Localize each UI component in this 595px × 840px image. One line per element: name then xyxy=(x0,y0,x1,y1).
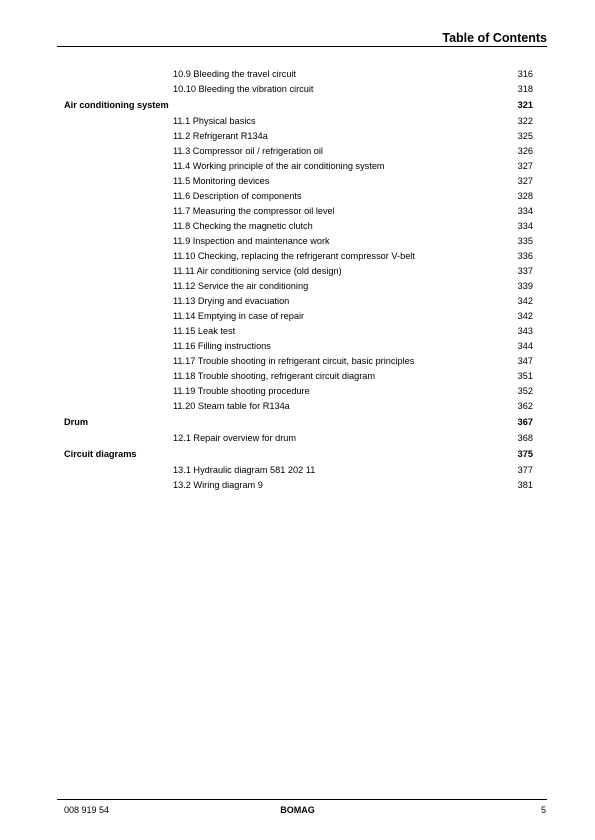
toc-entry-page: 328 xyxy=(517,191,533,201)
toc-entry-page: 316 xyxy=(517,69,533,79)
toc-entry-title: 11.16 Filling instructions xyxy=(173,341,271,351)
toc-section-entry[interactable] xyxy=(64,204,533,219)
toc-entry-page: 342 xyxy=(517,296,533,306)
brand-name: BOMAG xyxy=(280,805,315,815)
toc-entry-title: 11.15 Leak test xyxy=(173,326,236,336)
toc-entry-page: 327 xyxy=(517,161,533,171)
toc-section-entry[interactable] xyxy=(64,264,533,279)
toc-entry-title: 13.2 Wiring diagram 9 xyxy=(173,480,263,490)
toc-entry-title: 11.19 Trouble shooting procedure xyxy=(173,386,310,396)
toc-entry-page: 337 xyxy=(517,266,533,276)
toc-section-entry[interactable] xyxy=(64,144,533,159)
toc-section-entry[interactable] xyxy=(64,82,533,97)
toc-section-entry[interactable] xyxy=(64,234,533,249)
toc-section-entry[interactable] xyxy=(64,114,533,129)
toc-entry-title: 11.20 Steam table for R134a xyxy=(173,401,290,411)
toc-chapter-entry[interactable] xyxy=(64,414,533,431)
toc-section-entry[interactable] xyxy=(64,67,533,82)
toc-entry-page: 335 xyxy=(517,236,533,246)
toc-section-entry[interactable] xyxy=(64,249,533,264)
toc-entry-title: 11.4 Working principle of the air conditioning system xyxy=(173,161,385,171)
toc-entry-page: 351 xyxy=(517,371,533,381)
page-header-title: Table of Contents xyxy=(442,31,547,45)
toc-entry-page: 336 xyxy=(517,251,533,261)
toc-entry-page: 352 xyxy=(517,386,533,396)
toc-section-entry[interactable] xyxy=(64,294,533,309)
toc-entry-page: 377 xyxy=(517,465,533,475)
toc-entry-title: 11.2 Refrigerant R134a xyxy=(173,131,268,141)
toc-section-entry[interactable] xyxy=(64,309,533,324)
toc-entry-page: 339 xyxy=(517,281,533,291)
toc-section-entry[interactable] xyxy=(64,384,533,399)
toc-entry-title: 11.8 Checking the magnetic clutch xyxy=(173,221,313,231)
toc-entry-title: 10.10 Bleeding the vibration circuit xyxy=(173,84,314,94)
toc-entry-title: Drum xyxy=(64,417,88,427)
toc-section-entry[interactable] xyxy=(64,159,533,174)
toc-entry-page: 344 xyxy=(517,341,533,351)
toc-entry-title: 11.1 Physical basics xyxy=(173,116,256,126)
toc-entry-title: Circuit diagrams xyxy=(64,449,137,459)
document-number: 008 919 54 xyxy=(64,805,110,815)
toc-entry-page: 362 xyxy=(517,401,533,411)
toc-section-entry[interactable] xyxy=(64,399,533,414)
toc-entry-page: 375 xyxy=(517,449,533,459)
toc-entry-page: 368 xyxy=(517,433,533,443)
toc-entry-page: 327 xyxy=(517,176,533,186)
toc-section-entry[interactable] xyxy=(64,463,533,478)
toc-entry-title: 11.7 Measuring the compressor oil level xyxy=(173,206,335,216)
toc-section-entry[interactable] xyxy=(64,354,533,369)
table-of-contents xyxy=(64,67,533,493)
toc-entry-page: 343 xyxy=(517,326,533,336)
toc-entry-page: 321 xyxy=(517,100,533,110)
toc-entry-title: 13.1 Hydraulic diagram 581 202 11 xyxy=(173,465,316,475)
toc-section-entry[interactable] xyxy=(64,189,533,204)
toc-entry-page: 334 xyxy=(517,206,533,216)
toc-entry-page: 326 xyxy=(517,146,533,156)
toc-chapter-entry[interactable] xyxy=(64,97,533,114)
footer-divider xyxy=(57,799,547,800)
toc-entry-page: 347 xyxy=(517,356,533,366)
toc-entry-title: 11.3 Compressor oil / refrigeration oil xyxy=(173,146,323,156)
header-divider xyxy=(57,46,547,47)
toc-entry-title: 11.14 Emptying in case of repair xyxy=(173,311,305,321)
toc-entry-title: 11.9 Inspection and maintenance work xyxy=(173,236,330,246)
toc-entry-title: 12.1 Repair overview for drum xyxy=(173,433,297,443)
toc-entry-page: 322 xyxy=(517,116,533,126)
toc-entry-title: 11.13 Drying and evacuation xyxy=(173,296,290,306)
toc-entry-title: 11.10 Checking, replacing the refrigerant compressor V-belt xyxy=(173,251,415,261)
toc-section-entry[interactable] xyxy=(64,324,533,339)
toc-entry-title: 11.6 Description of components xyxy=(173,191,302,201)
toc-chapter-entry[interactable] xyxy=(64,446,533,463)
toc-entry-title: 11.5 Monitoring devices xyxy=(173,176,270,186)
toc-section-entry[interactable] xyxy=(64,174,533,189)
toc-section-entry[interactable] xyxy=(64,279,533,294)
toc-section-entry[interactable] xyxy=(64,369,533,384)
toc-section-entry[interactable] xyxy=(64,339,533,354)
toc-entry-title: 11.17 Trouble shooting in refrigerant circuit, basic principles xyxy=(173,356,415,366)
toc-section-entry[interactable] xyxy=(64,129,533,144)
toc-entry-page: 325 xyxy=(517,131,533,141)
toc-section-entry[interactable] xyxy=(64,431,533,446)
toc-entry-page: 367 xyxy=(517,417,533,427)
toc-section-entry[interactable] xyxy=(64,478,533,493)
toc-entry-title: 11.18 Trouble shooting, refrigerant circuit diagram xyxy=(173,371,376,381)
toc-entry-page: 334 xyxy=(517,221,533,231)
toc-entry-title: 11.12 Service the air conditioning xyxy=(173,281,309,291)
page-number: 5 xyxy=(540,805,546,815)
toc-entry-title: 10.9 Bleeding the travel circuit xyxy=(173,69,297,79)
toc-entry-page: 318 xyxy=(517,84,533,94)
toc-section-entry[interactable] xyxy=(64,219,533,234)
toc-entry-page: 342 xyxy=(517,311,533,321)
toc-entry-title: 11.11 Air conditioning service (old design) xyxy=(173,266,342,276)
toc-entry-title: Air conditioning system xyxy=(64,100,169,110)
toc-entry-page: 381 xyxy=(517,480,533,490)
